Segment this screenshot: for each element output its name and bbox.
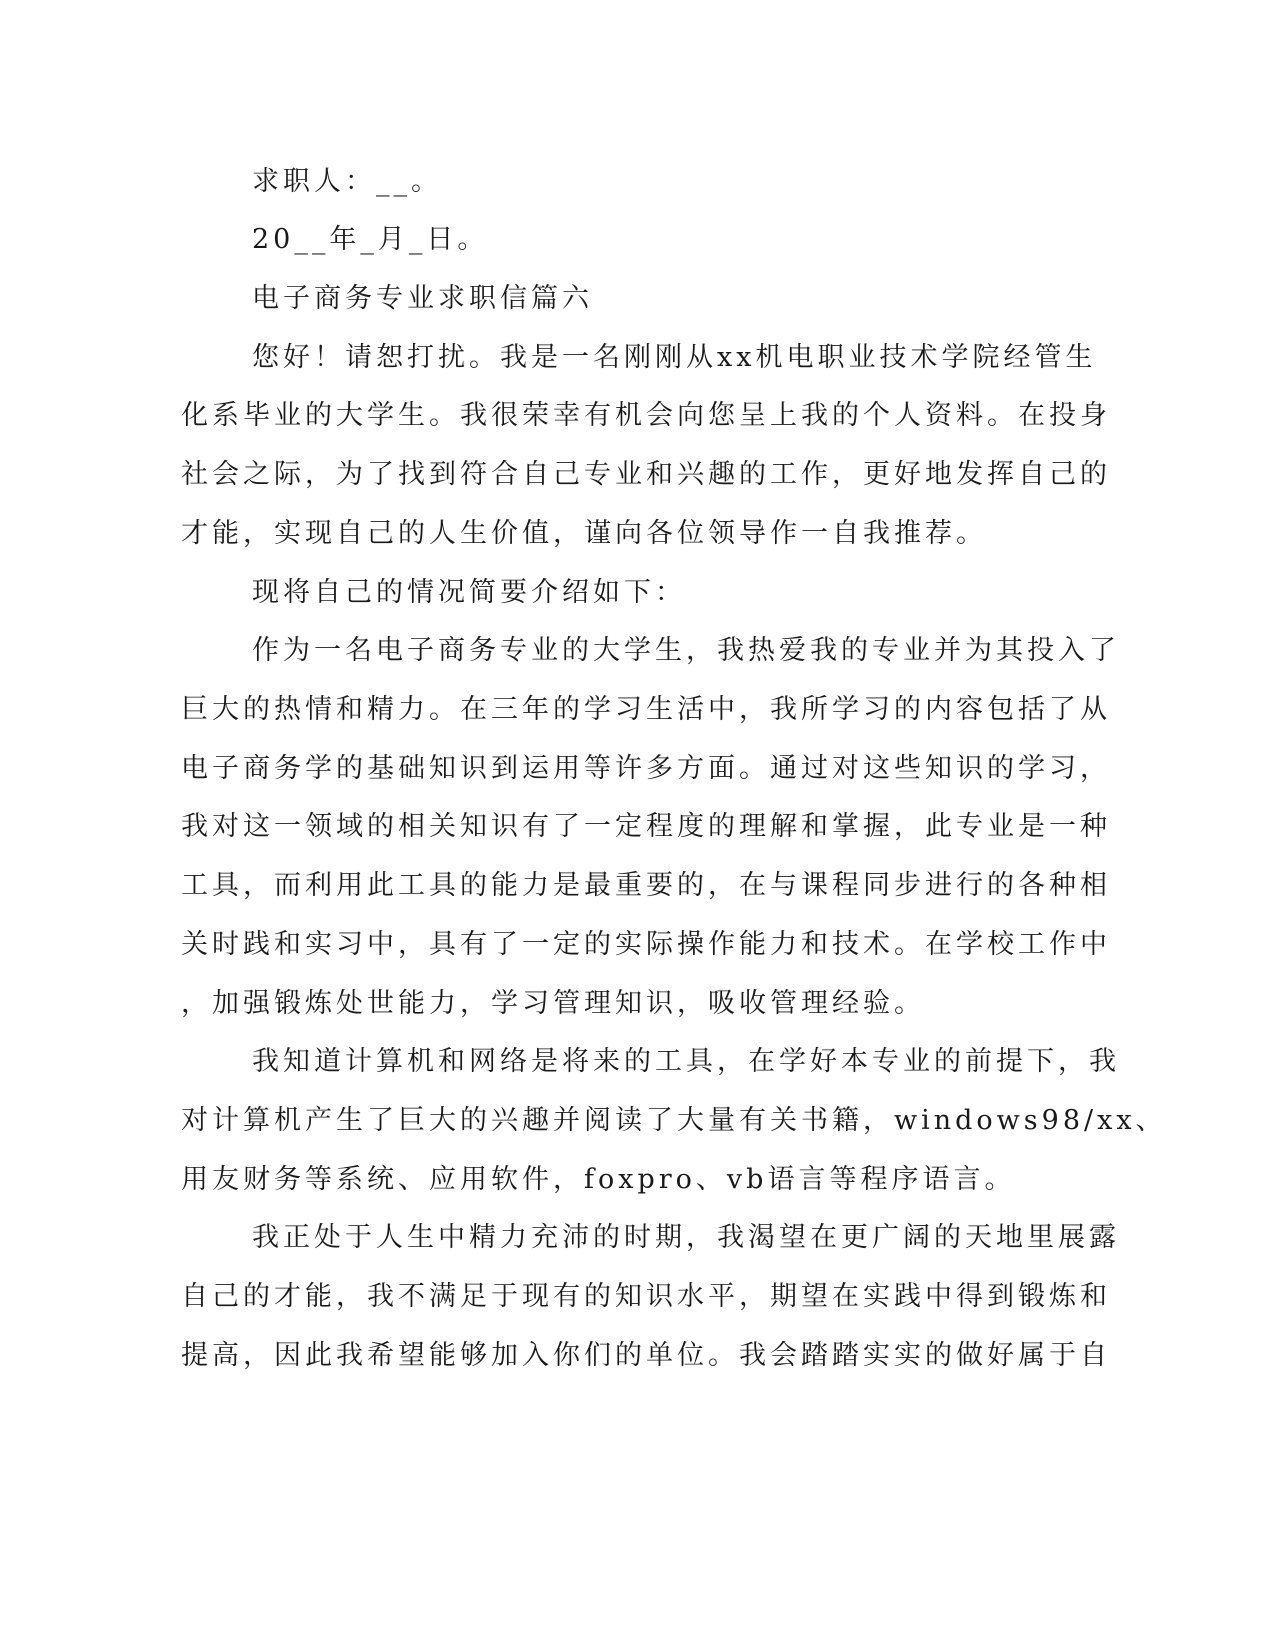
paragraph-line: 我正处于人生中精力充沛的时期，我渴望在更广阔的天地里展露 [252,1222,1120,1253]
paragraph-line: 电子商务学的基础知识到运用等许多方面。通过对这些知识的学习， [181,753,1111,784]
applicant-line: 求职人：__。 [252,166,442,197]
paragraph-line: 提高，因此我希望能够加入你们的单位。我会踏踏实实的做好属于自 [181,1340,1111,1371]
paragraph-line: 巨大的热情和精力。在三年的学习生活中，我所学习的内容包括了从 [181,694,1111,725]
paragraph-line: 化系毕业的大学生。我很荣幸有机会向您呈上我的个人资料。在投身 [181,400,1111,431]
paragraph-line: 工具，而利用此工具的能力是最重要的，在与课程同步进行的各种相 [181,870,1111,901]
paragraph-line: 您好！请恕打扰。我是一名刚刚从xx机电职业技术学院经管生 [252,342,1097,373]
paragraph-line: ，加强锻炼处世能力，学习管理知识，吸收管理经验。 [181,988,925,1019]
paragraph-line: 社会之际，为了找到符合自己专业和兴趣的工作，更好地发挥自己的 [181,459,1111,490]
paragraph-line: 我知道计算机和网络是将来的工具，在学好本专业的前提下，我 [252,1046,1120,1077]
paragraph-line: 用友财务等系统、应用软件，foxpro、vb语言等程序语言。 [181,1164,1016,1195]
paragraph-line: 自己的才能，我不满足于现有的知识水平，期望在实践中得到锻炼和 [181,1281,1111,1312]
paragraph-line: 对计算机产生了巨大的兴趣并阅读了大量有关书籍，windows98/xx、 [181,1105,1167,1136]
paragraph-line: 关时践和实习中，具有了一定的实际操作能力和技术。在学校工作中 [181,929,1111,960]
paragraph-line: 作为一名电子商务专业的大学生，我热爱我的专业并为其投入了 [252,635,1120,666]
paragraph-line: 现将自己的情况简要介绍如下： [252,577,686,608]
paragraph-line: 我对这一领域的相关知识有了一定程度的理解和掌握，此专业是一种 [181,811,1111,842]
section-title: 电子商务专业求职信篇六 [252,283,593,314]
date-line: 20__年_月_日。 [252,224,489,255]
paragraph-line: 才能，实现自己的人生价值，谨向各位领导作一自我推荐。 [181,518,987,549]
